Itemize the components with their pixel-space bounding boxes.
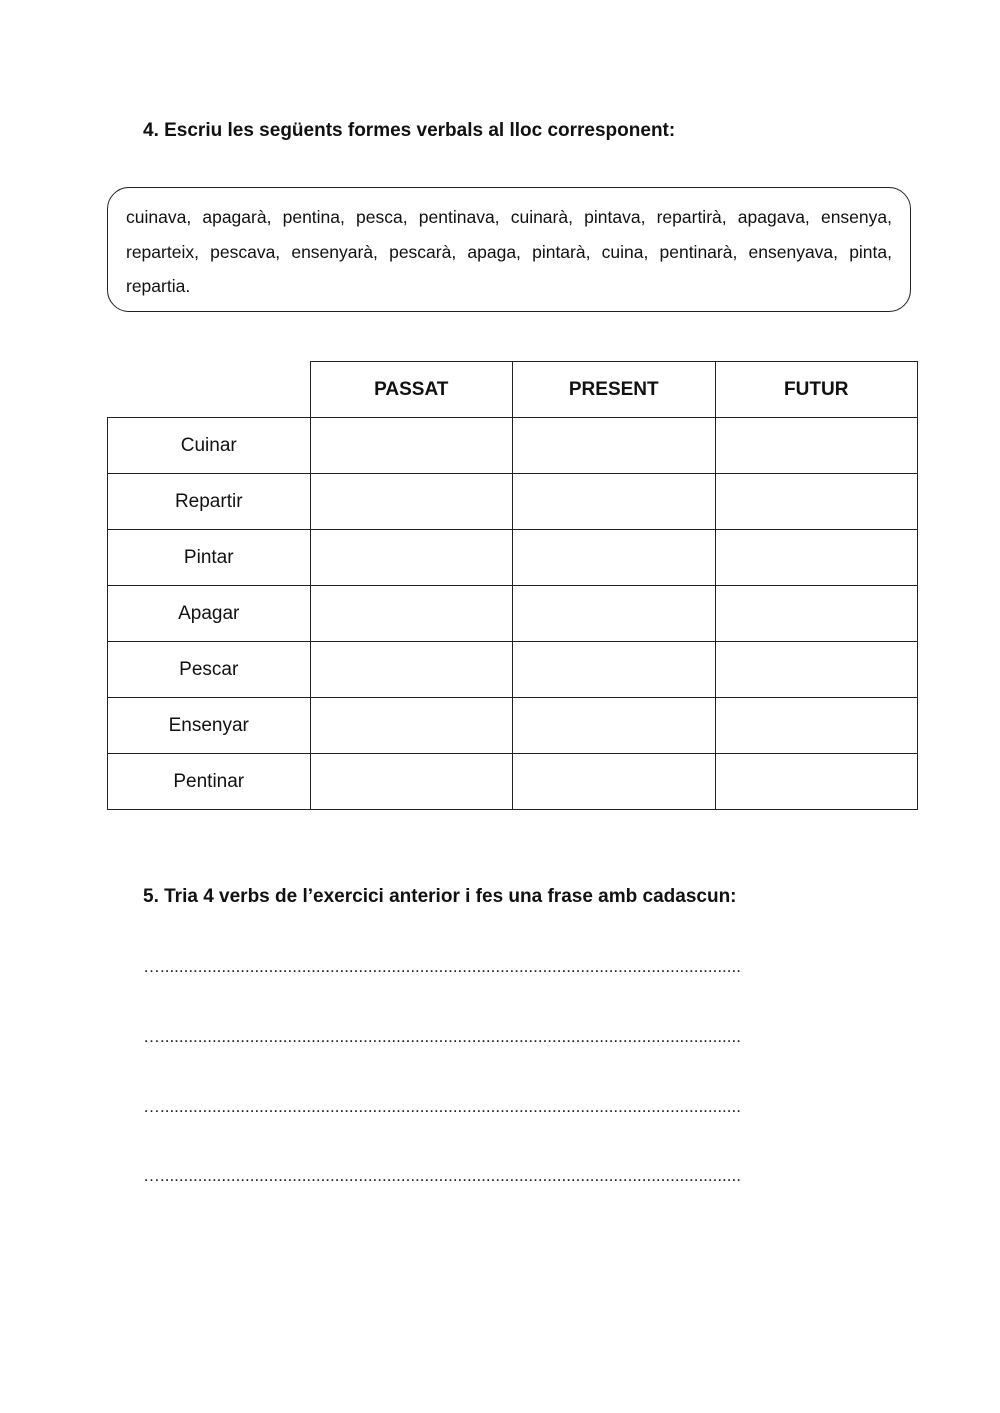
answer-cell-present[interactable] (513, 418, 716, 474)
verb-label: Pentinar (108, 754, 311, 810)
answer-cell-futur[interactable] (715, 474, 918, 530)
answer-cell-futur[interactable] (715, 530, 918, 586)
verb-label: Apagar (108, 586, 311, 642)
table-row (108, 642, 918, 698)
sentence-answer-line[interactable]: …........................................................................................................................... (143, 1166, 741, 1185)
answer-cell-futur[interactable] (715, 698, 918, 754)
header-present: PRESENT (513, 362, 716, 418)
table-row (108, 474, 918, 530)
answer-cell-passat[interactable] (310, 418, 513, 474)
table-row (108, 754, 918, 810)
answer-cell-futur[interactable] (715, 754, 918, 810)
exercise-5-title: 5. Tria 4 verbs de l’exercici anterior i fes una frase amb cadascun: (143, 886, 737, 907)
table-header-row (108, 362, 918, 418)
answer-cell-futur[interactable] (715, 642, 918, 698)
word-bank-box (107, 187, 911, 312)
sentence-answer-line[interactable]: …........................................................................................................................... (143, 957, 741, 976)
exercise-4-title: 4. Escriu les següents formes verbals al lloc corresponent: (143, 120, 676, 141)
answer-cell-passat[interactable] (310, 698, 513, 754)
answer-cell-futur[interactable] (715, 418, 918, 474)
verb-label: Ensenyar (108, 698, 311, 754)
answer-cell-present[interactable] (513, 586, 716, 642)
answer-cell-passat[interactable] (310, 754, 513, 810)
table-row (108, 586, 918, 642)
header-passat: PASSAT (310, 362, 513, 418)
table-row (108, 698, 918, 754)
answer-cell-present[interactable] (513, 530, 716, 586)
answer-cell-present[interactable] (513, 642, 716, 698)
table-row (108, 418, 918, 474)
verb-label: Pintar (108, 530, 311, 586)
answer-cell-present[interactable] (513, 698, 716, 754)
sentence-answer-line[interactable]: …........................................................................................................................... (143, 1097, 741, 1116)
verb-label: Pescar (108, 642, 311, 698)
sentence-answer-line[interactable]: …........................................................................................................................... (143, 1027, 741, 1046)
answer-cell-passat[interactable] (310, 530, 513, 586)
answer-cell-passat[interactable] (310, 586, 513, 642)
header-blank-cell (108, 362, 311, 418)
answer-cell-passat[interactable] (310, 474, 513, 530)
table-row (108, 530, 918, 586)
answer-cell-futur[interactable] (715, 586, 918, 642)
word-bank-text: cuinava, apagarà, pentina, pesca, pentinava, cuinarà, pintava, repartirà, apagava, ensenya, reparteix, pescava, ensenyarà, pescarà, apaga, pintarà, cuina, pentinarà, ensenyava, pinta, repartia. (126, 207, 892, 296)
answer-cell-present[interactable] (513, 754, 716, 810)
verb-forms-table (107, 361, 918, 810)
answer-cell-present[interactable] (513, 474, 716, 530)
answer-cell-passat[interactable] (310, 642, 513, 698)
verb-label: Cuinar (108, 418, 311, 474)
verb-label: Repartir (108, 474, 311, 530)
header-futur: FUTUR (715, 362, 918, 418)
